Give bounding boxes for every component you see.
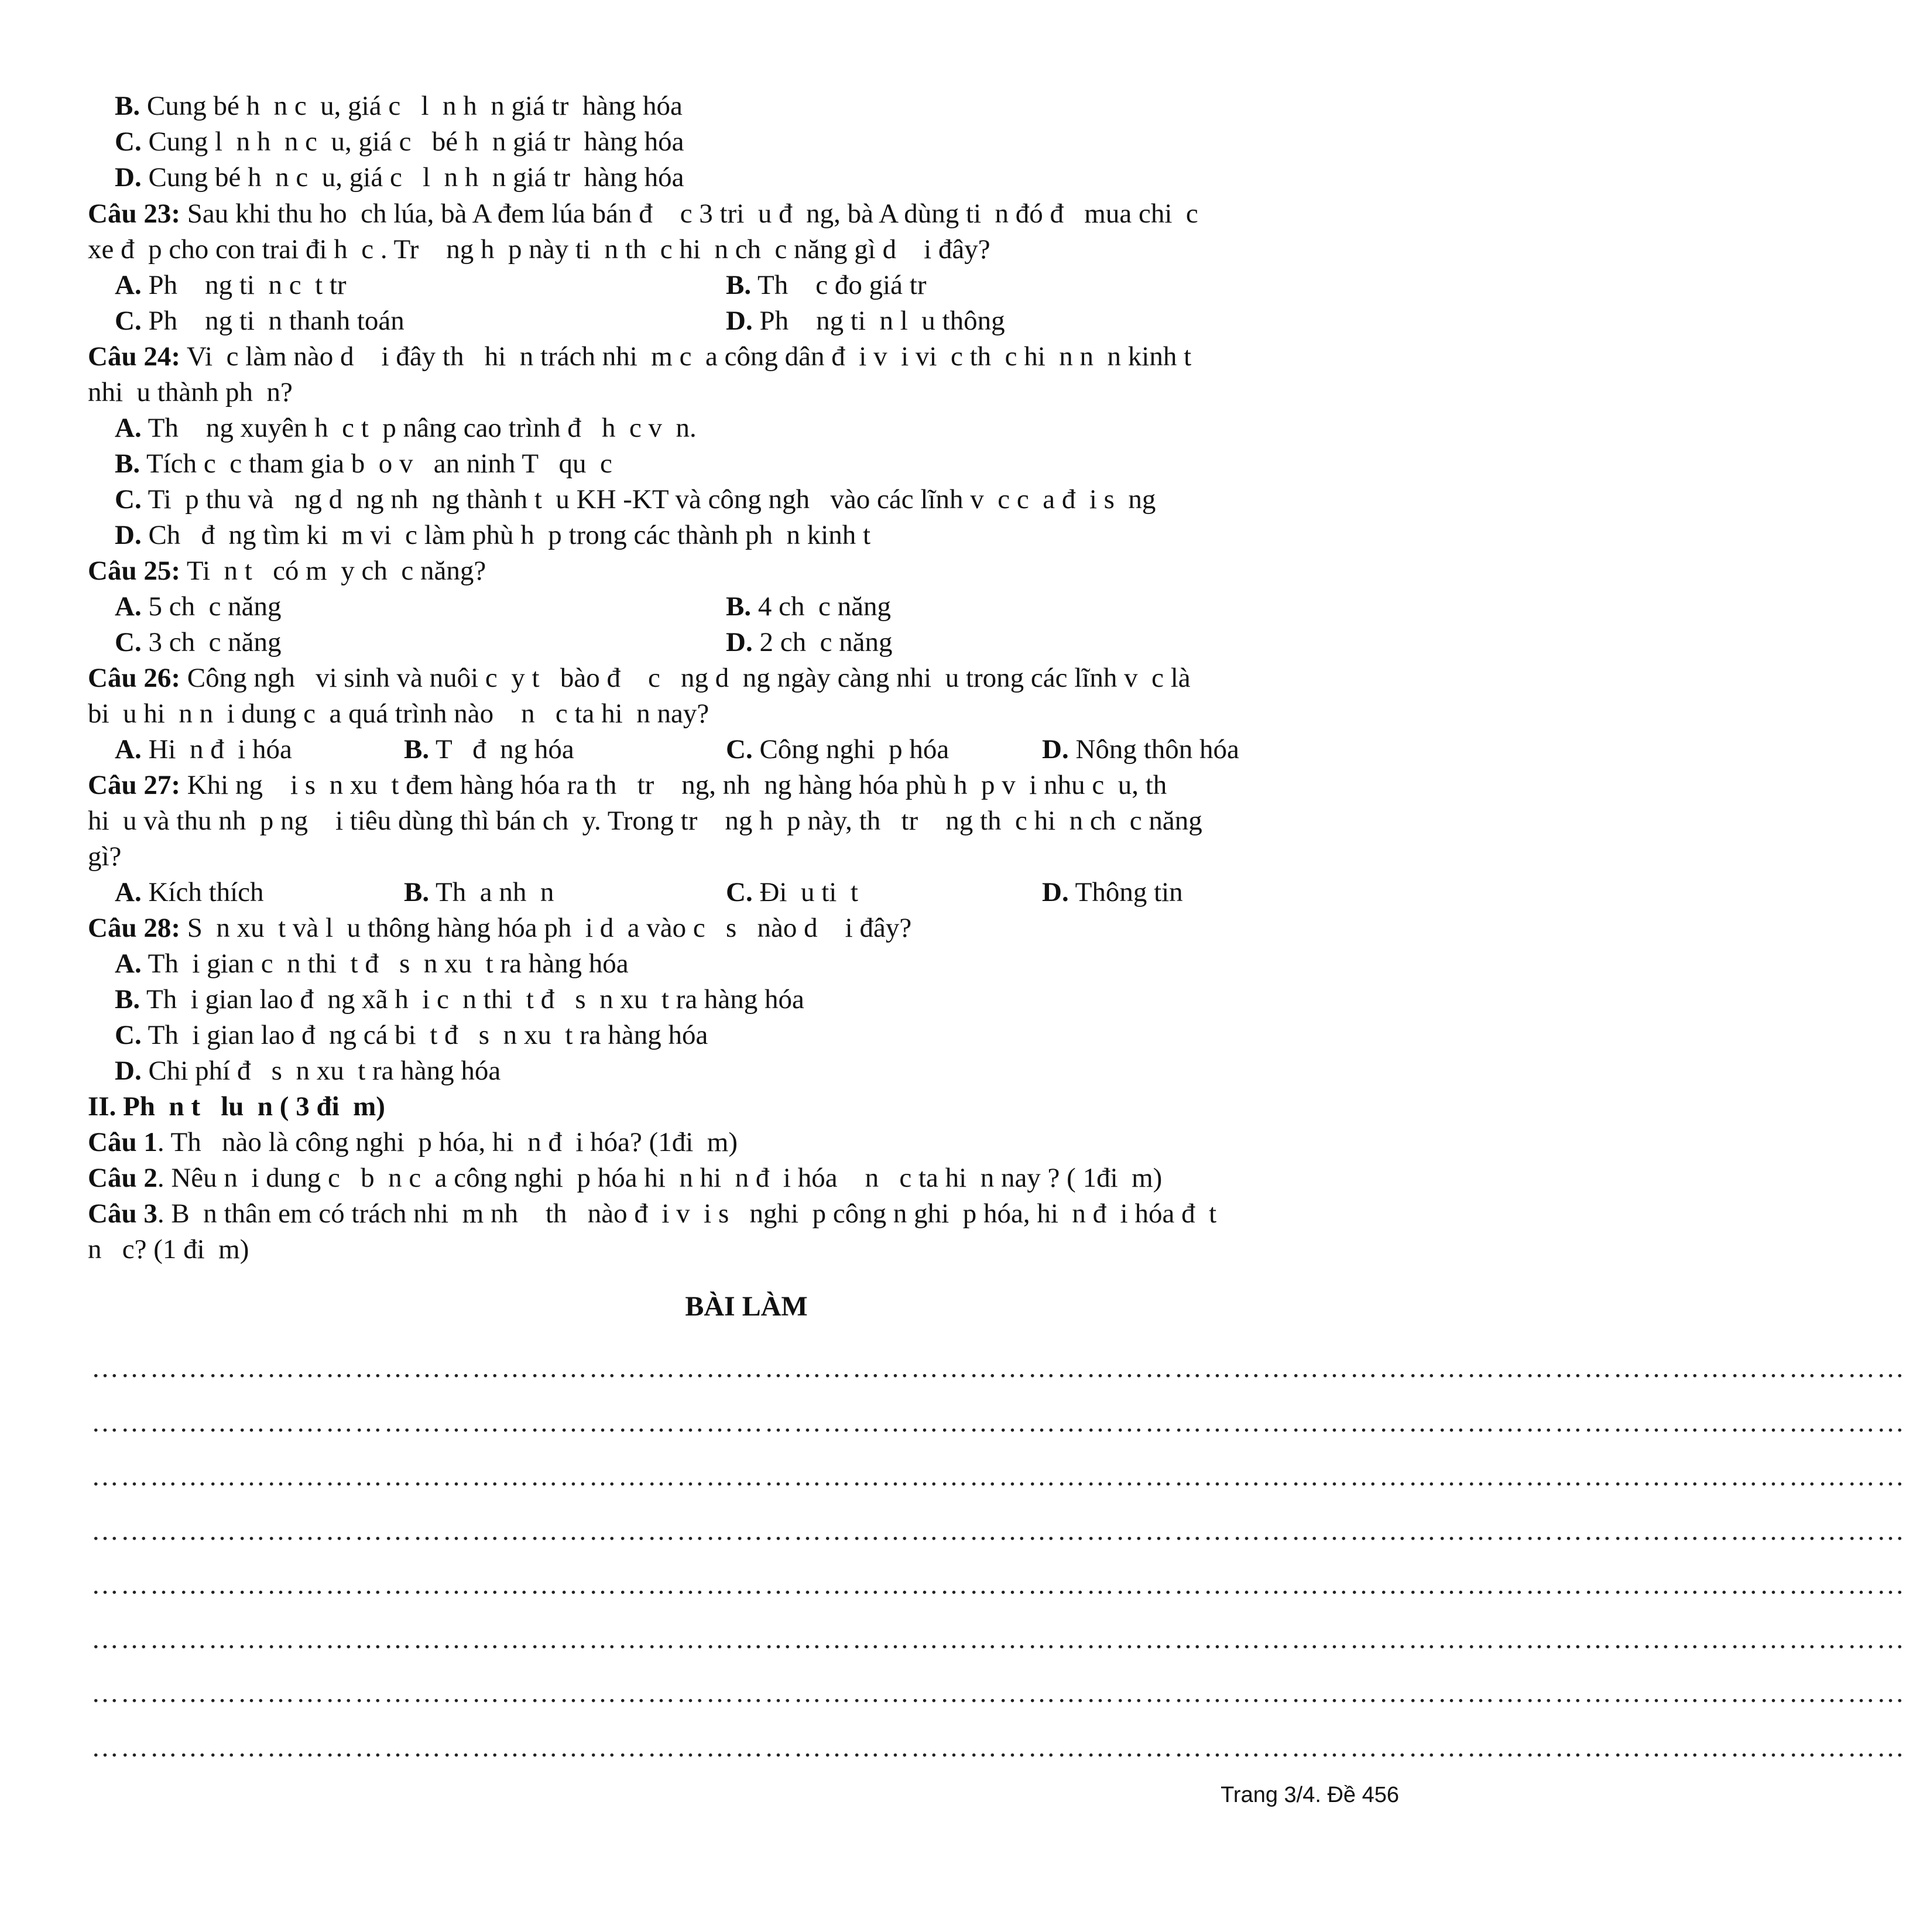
prev-option-b: B. Cung bé h n c u, giá c l n h n giá tr hàng hóa	[115, 91, 683, 121]
q26-option-b: B. T đ ng hóa	[404, 734, 574, 765]
answer-line[interactable]: ……………………………………………………………………………………………………………………………………………………………………	[91, 1570, 1906, 1600]
answer-title: BÀI LÀM	[685, 1291, 808, 1322]
q24-option-a: A. Th ng xuyên h c t p nâng cao trình đ h c v n.	[115, 413, 697, 443]
page-footer: Trang 3/4. Đề 456	[1221, 1783, 1399, 1807]
q23-option-a: A. Ph ng ti n c t tr	[115, 270, 347, 300]
essay-question-3-line2: n c? (1 đi m)	[88, 1234, 249, 1265]
question-25: Câu 25: Ti n t có m y ch c năng?	[88, 556, 486, 586]
q25-option-b: B. 4 ch c năng	[726, 591, 891, 622]
prev-option-d: D. Cung bé h n c u, giá c l n h n giá tr hàng hóa	[115, 162, 684, 193]
q27-option-a: A. Kích thích	[115, 877, 264, 907]
q24-option-d: D. Ch đ ng tìm ki m vi c làm phù h p trong các thành ph n kinh t	[115, 520, 871, 550]
q24-option-b: B. Tích c c tham gia b o v an ninh T qu c	[115, 448, 612, 479]
answer-line[interactable]: ……………………………………………………………………………………………………………………………………………………………………	[91, 1678, 1906, 1708]
q28-option-c: C. Th i gian lao đ ng cá bi t đ s n xu t ra hàng hóa	[115, 1020, 708, 1050]
q27-option-c: C. Đi u ti t	[726, 877, 858, 907]
q26-option-d: D. Nông thôn hóa	[1042, 734, 1239, 765]
q27-option-d: D. Thông tin	[1042, 877, 1183, 907]
essay-question-3: Câu 3. B n thân em có trách nhi m nh th nào đ i v i s nghi p công n ghi p hóa, hi n đ i hóa đ t	[88, 1198, 1217, 1229]
answer-line[interactable]: ……………………………………………………………………………………………………………………………………………………………………	[91, 1516, 1906, 1546]
answer-line[interactable]: ……………………………………………………………………………………………………………………………………………………………………	[91, 1732, 1906, 1763]
essay-question-1: Câu 1. Th nào là công nghi p hóa, hi n đ i hóa? (1đi m)	[88, 1127, 738, 1157]
answer-line[interactable]: ……………………………………………………………………………………………………………………………………………………………………	[91, 1624, 1906, 1654]
q28-option-d: D. Chi phí đ s n xu t ra hàng hóa	[115, 1056, 501, 1086]
question-28: Câu 28: S n xu t và l u thông hàng hóa ph i d a vào c s nào d i đây?	[88, 913, 912, 943]
question-27-line3: gì?	[88, 841, 122, 872]
question-27: Câu 27: Khi ng i s n xu t đem hàng hóa ra th tr ng, nh ng hàng hóa phù h p v i nhu c u, th	[88, 770, 1167, 800]
q26-option-c: C. Công nghi p hóa	[726, 734, 949, 765]
q27-option-b: B. Th a nh n	[404, 877, 554, 907]
question-26-line2: bi u hi n n i dung c a quá trình nào n c ta hi n nay?	[88, 698, 709, 729]
q23-option-b: B. Th c đo giá tr	[726, 270, 927, 300]
q24-option-c: C. Ti p thu và ng d ng nh ng thành t u KH -KT và công ngh vào các lĩnh v c c a đ i s ng	[115, 484, 1156, 515]
prev-option-c: C. Cung l n h n c u, giá c bé h n giá tr hàng hóa	[115, 126, 684, 157]
question-27-line2: hi u và thu nh p ng i tiêu dùng thì bán ch y. Trong tr ng h p này, th tr ng th c hi n ch c năng	[88, 806, 1202, 836]
q25-option-d: D. 2 ch c năng	[726, 627, 893, 657]
answer-line[interactable]: ……………………………………………………………………………………………………………………………………………………………………	[91, 1353, 1906, 1383]
answer-line[interactable]: ……………………………………………………………………………………………………………………………………………………………………	[91, 1461, 1906, 1492]
answer-line[interactable]: ……………………………………………………………………………………………………………………………………………………………………	[91, 1407, 1906, 1438]
q26-option-a: A. Hi n đ i hóa	[115, 734, 292, 765]
q28-option-b: B. Th i gian lao đ ng xã h i c n thi t đ s n xu t ra hàng hóa	[115, 984, 804, 1015]
question-24: Câu 24: Vi c làm nào d i đây th hi n trách nhi m c a công dân đ i v i vi c th c hi n n n kinh t	[88, 341, 1192, 372]
q23-option-d: D. Ph ng ti n l u thông	[726, 306, 1005, 336]
part2-heading: II. Ph n t lu n ( 3 đi m)	[88, 1091, 385, 1122]
q25-option-c: C. 3 ch c năng	[115, 627, 282, 657]
question-26: Câu 26: Công ngh vi sinh và nuôi c y t bào đ c ng d ng ngày càng nhi u trong các lĩnh v c là	[88, 663, 1191, 693]
question-23: Câu 23: Sau khi thu ho ch lúa, bà A đem lúa bán đ c 3 tri u đ ng, bà A dùng ti n đó đ mua chi c	[88, 198, 1198, 229]
q28-option-a: A. Th i gian c n thi t đ s n xu t ra hàng hóa	[115, 948, 629, 979]
q25-option-a: A. 5 ch c năng	[115, 591, 282, 622]
question-24-line2: nhi u thành ph n?	[88, 377, 293, 407]
question-23-line2: xe đ p cho con trai đi h c . Tr ng h p này ti n th c hi n ch c năng gì d i đây?	[88, 234, 990, 265]
q23-option-c: C. Ph ng ti n thanh toán	[115, 306, 404, 336]
essay-question-2: Câu 2. Nêu n i dung c b n c a công nghi p hóa hi n hi n đ i hóa n c ta hi n nay ? ( 1đi m)	[88, 1163, 1163, 1193]
